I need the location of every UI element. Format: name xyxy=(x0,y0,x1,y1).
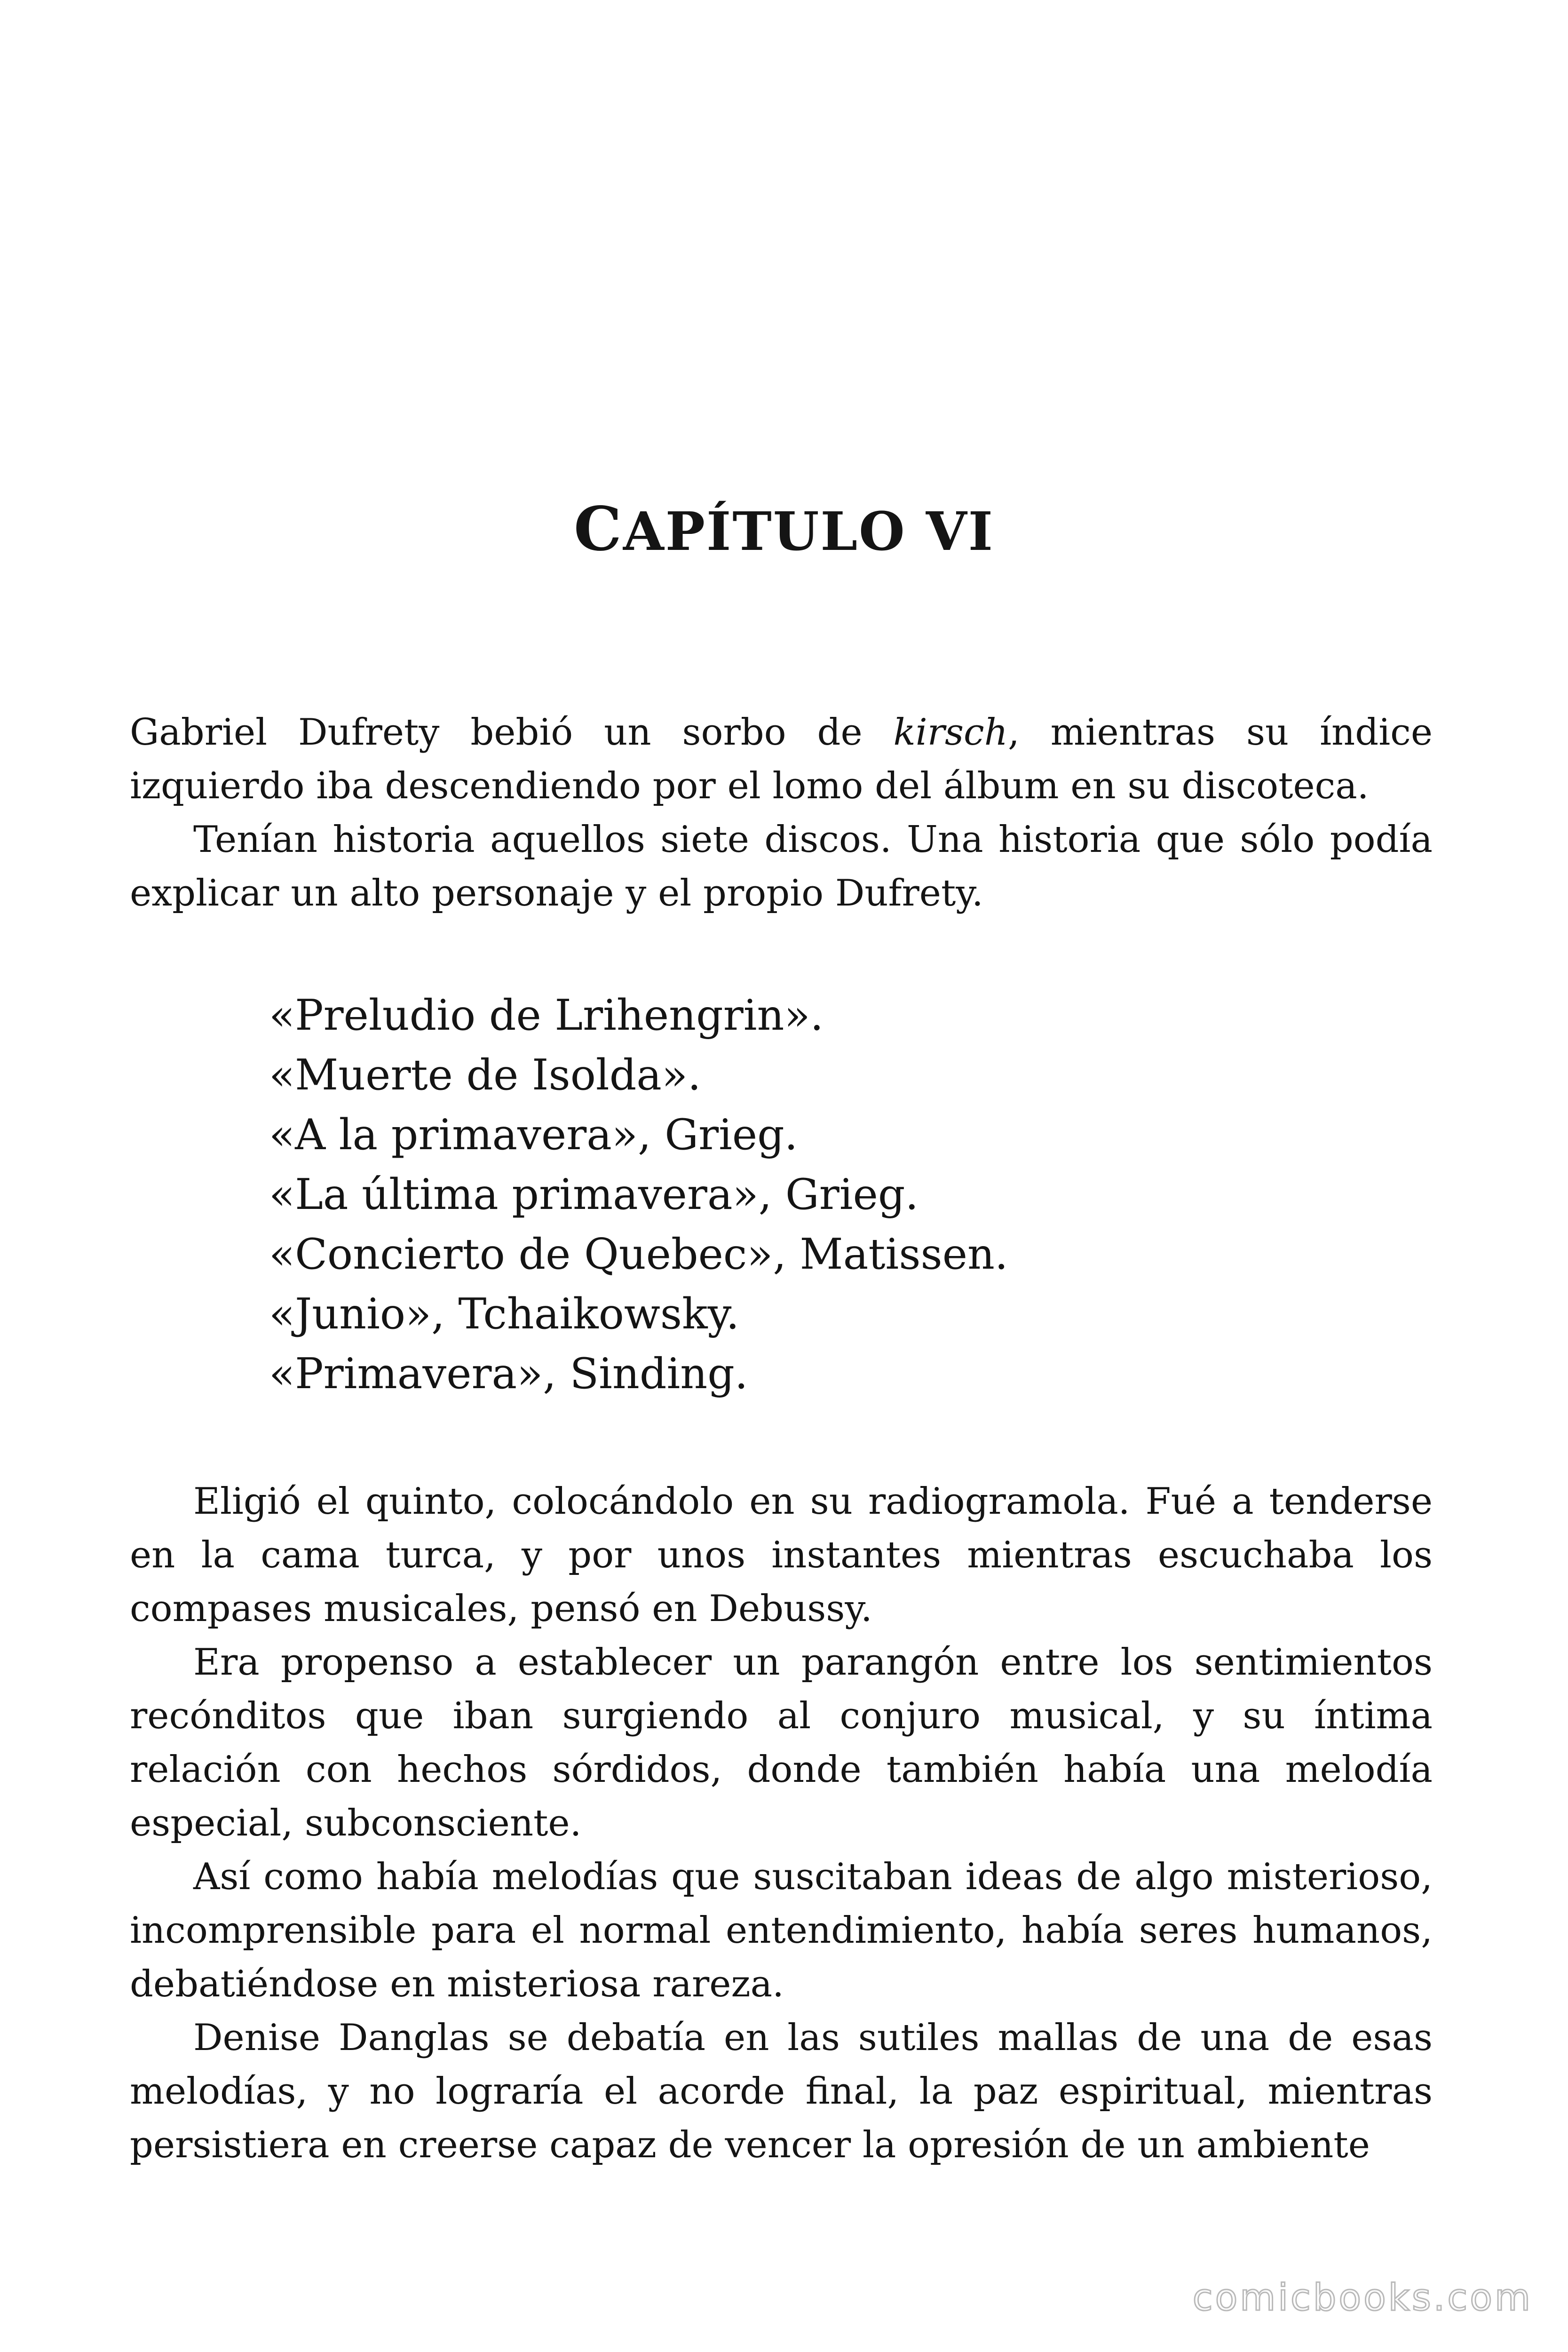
chapter-title-rest: APÍTULO VI xyxy=(623,501,994,563)
record-item: «Primavera», Sinding. xyxy=(269,1349,748,1398)
record-item: «Concierto de Quebec», Matissen. xyxy=(269,1230,1008,1279)
paragraph-4: Era propenso a establecer un parangón entre los sentimientos recónditos que iban surgiendo al conjuro musical, y su íntima relación con hechos sórdidos, donde también había una melodía especial, subconsciente. xyxy=(130,1641,1433,1844)
record-item: «Muerte de Isolda». xyxy=(269,1050,701,1100)
paragraph-5: Así como había melodías que suscitaban ideas de algo misterioso, incomprensible para el normal entendimiento, había seres humanos, debatiéndose en misteriosa rareza. xyxy=(130,1856,1433,2005)
paragraph-1-start: Gabriel Dufrety bebió un sorbo de xyxy=(130,711,894,754)
paragraph-6: Denise Danglas se debatía en las sutiles mallas de una de esas melodías, y no lograría el acorde final, la paz espiritual, mientras persistiera en creerse capaz de vencer la opresión de un ambiente xyxy=(130,2017,1433,2166)
italic-kirsch: kirsch xyxy=(893,711,1008,754)
site-watermark: comicbooks.com xyxy=(1192,2277,1533,2319)
record-item: «Junio», Tchaikowsky. xyxy=(269,1289,740,1339)
chapter-title-initial: C xyxy=(574,494,623,565)
intro-text xyxy=(130,706,1433,920)
paragraph-1-end: , mientras su índice izquierdo iba descendiendo por el lomo del álbum en su discoteca. xyxy=(130,711,1433,807)
main-text xyxy=(130,1475,1433,2172)
record-item: «Preludio de Lrihengrin». xyxy=(269,991,824,1040)
paragraph-1 xyxy=(130,706,1433,813)
paragraph-2: Tenían historia aquellos siete discos. Una historia que sólo podía explicar un alto personaje y el propio Dufrety. xyxy=(130,818,1433,914)
record-item: «A la primavera», Grieg. xyxy=(269,1110,798,1160)
chapter-title xyxy=(0,494,1568,564)
record-item: «La última primavera», Grieg. xyxy=(269,1170,919,1219)
record-list xyxy=(269,985,1008,1404)
paragraph-3: Eligió el quinto, colocándolo en su radiogramola. Fué a tenderse en la cama turca, y por unos instantes mientras escuchaba los compases musicales, pensó en Debussy. xyxy=(130,1480,1433,1630)
